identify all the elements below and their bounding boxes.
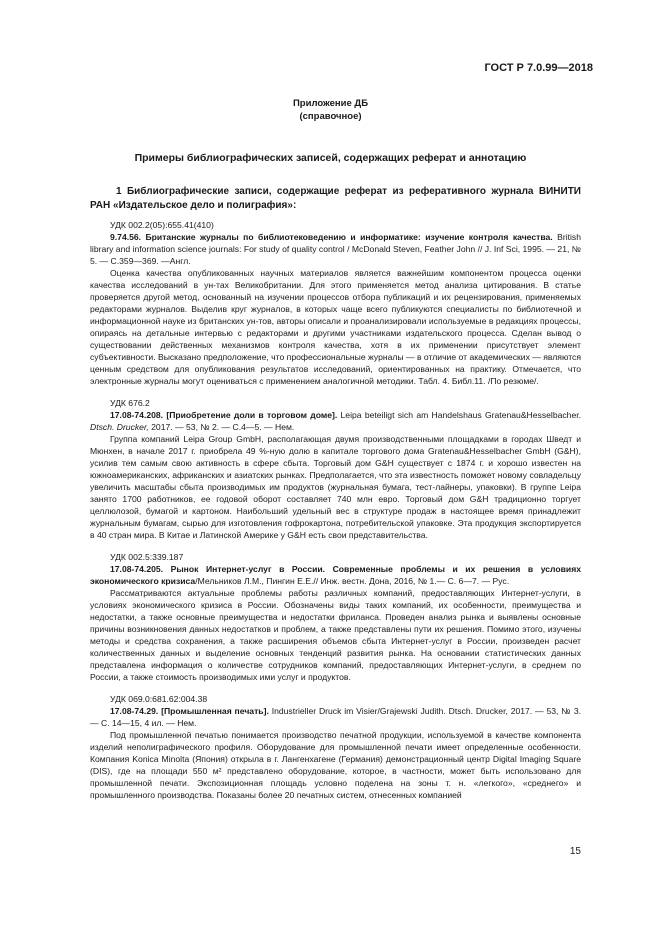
page-number: 15 bbox=[569, 846, 581, 857]
bibliographic-entry bbox=[90, 219, 581, 387]
appendix-subtitle: (справочное) bbox=[299, 111, 362, 122]
udc-code: УДК 002.2(05):655.41(410) bbox=[110, 220, 214, 230]
page-title: Примеры библиографических записей, содержащих реферат и аннотацию bbox=[134, 152, 527, 164]
entry-citation bbox=[90, 563, 581, 587]
standard-designation: ГОСТ Р 7.0.99—2018 bbox=[484, 62, 593, 74]
entry-citation bbox=[90, 705, 581, 729]
bibliographic-entry bbox=[90, 693, 581, 801]
citation-text: Industrieller Druck im Visier/Grajewski Judith. Dtsch. Drucker, 2017. — 53, № 3. — С. 14—15, 4 ил. — Нем. bbox=[90, 706, 581, 728]
udc-code: УДК 002.5:339.187 bbox=[110, 552, 184, 562]
section-heading: 1 Библиографические записи, содержащие реферат из реферативного журнала ВИНИТИ РАН «Издательское дело и полиграфия»: bbox=[90, 186, 581, 211]
entry-abstract: Оценка качества опубликованных научных материалов является важнейшим компонентом процесса оценки качества исследований в ун-тах Великобритании. Для этого применяется метод анализа цитирования. В статье проверяется другой метод, основанный на изучении процессов отбора публикаций и их рецензирования, применяемых редакторами журналов. Выделив круг журналов, в которых чаще всего публикуются специалисты по библиотечной и информационной науке из британских ун-тов, авторы описали и проанализировали используемые в редакциях процессы, опираясь на детальные интервью с редакторами и другими участниками издательского процесса. Сделан вывод о существовании действенных механизмов контроля качества, хотя в их применении присутствует элемент субъективности. Высказано предположение, что профессиональные журналы — в отличие от академических — являются ценным средством для опубликования результатов исследований, ориентированных на практику. Отмечается, что электронные журналы могут оцениваться с применением аналогичной методики. Табл. 4. Библ.11. /По резюме/. bbox=[90, 268, 581, 386]
entry-number: 17.08-74.205. bbox=[110, 564, 164, 574]
udc-code: УДК 676.2 bbox=[110, 398, 150, 408]
entry-number: 17.08-74.29. bbox=[110, 706, 159, 716]
appendix-heading bbox=[0, 97, 661, 123]
citation-source: Dtsch. Drucker, bbox=[90, 422, 149, 432]
citation-details: 2017. — 53, № 2. — С.4—5. — Нем. bbox=[151, 422, 295, 432]
entry-title: Рынок Интернет-услуг в России. Современные проблемы и их решения в условиях экономического кризиса bbox=[90, 564, 582, 586]
entry-title: [Приобретение доли в торговом доме]. bbox=[166, 410, 338, 420]
bibliographic-entry bbox=[90, 397, 581, 541]
citation-text: Leipa beteiligt sich am Handelshaus Gratenau&Hesselbacher. bbox=[340, 410, 582, 420]
entry-title: Британские журналы по библиотековедению и информатике: изучение контроля качества. bbox=[145, 232, 553, 242]
entry-citation bbox=[90, 231, 581, 267]
entry-abstract: Группа компаний Leipa Group GmbH, располагающая двумя производственными площадками в городах Шведт и Мюнхен, в начале 2017 г. приобрела 49 %-ную долю в капитале торгового дома Gratenau&Hesselbacher GmbH (G&H), усилив тем самым свою активность в сфере сбыта. Торговый дом G&H существует с 1874 г. и хорошо известен на южноамериканских, африканских и азиатских рынках. Предполагается, что эта известность поможет новому совладельцу увеличить масштабы сбыта производимых им продуктов (журнальная бумага, тест-лайнеры, упаковки). В группе Leipa занято 1700 работников, ее годовой оборот составляет 740 млн евро. Торговый дом G&H традиционно торгует целлюлозой, бумагой и картоном. Наибольший удельный вес в структуре продаж в настоящее время принадлежит журнальным бумагам, сырью для изготовления гофрокартона, потребительской упаковке. Эта продукция экспортируется в 40 стран мира. В Китае и Латинской Америке у G&H есть свои представительства. bbox=[90, 434, 581, 540]
entry-abstract: Рассматриваются актуальные проблемы работы различных компаний, предоставляющих Интернет-услуги, в условиях экономического кризиса в России. Обозначены виды таких компаний, их особенности, преимущества и недостатки, а также основные преимущества и недостатки фриланса. Проведен анализ рынка и выявлены основные причины возникновения данных недостатков и проблем, а также представлены пути их решения. Помимо этого, изучены методы и средства сохранения, а также расширения объемов сбыта Интернет-услуг в России, произведен расчет количественных данных и выделение основных тенденций развития рынка. На основании статистических данных представлена информация о количестве сотрудников компаний, предоставляющих Интернет-услуги, в среднем по России, а также стоимость производимых ими услуг и продуктов. bbox=[90, 588, 581, 682]
entry-number: 17.08-74.208. bbox=[110, 410, 164, 420]
entry-citation bbox=[90, 409, 581, 433]
citation-text: /Мельников Л.М., Пингин Е.Е.// Инж. вестн. Дона, 2016, № 1.— С. 6—7. — Рус. bbox=[195, 576, 510, 586]
appendix-title: Приложение ДБ bbox=[292, 98, 369, 109]
citation-text: British library and information science journals: For study of quality control / McDonald Steven, Feather John // J. Inf Sci, 1995. — 21, № 5. — С.359—369. —Англ. bbox=[90, 232, 581, 266]
entry-number: 9.74.56. bbox=[110, 232, 142, 242]
entry-abstract: Под промышленной печатью понимается производство печатной продукции, используемой в качестве компонента изделий неполиграфического профиля. Оборудование для промышленной печати имеет определенные особенности. Компания Konica Minolta (Япония) открыла в г. Лангенхагене (Германия) демонстрационный центр Digital Imaging Square (DIS), где на площади 550 м² представлено оборудование, которое, в частности, может быть использовано для промышленной печати. Экспозиционная площадь условно поделена на зоны т. н. «легкого», «среднего» и промышленного производства. Показаны более 20 печатных систем, отнесенных компанией bbox=[90, 730, 581, 800]
entries-list bbox=[90, 219, 581, 811]
entry-title: [Промышленная печать]. bbox=[161, 706, 269, 716]
udc-code: УДК 069.0:681.62:004.38 bbox=[110, 694, 208, 704]
bibliographic-entry bbox=[90, 551, 581, 683]
